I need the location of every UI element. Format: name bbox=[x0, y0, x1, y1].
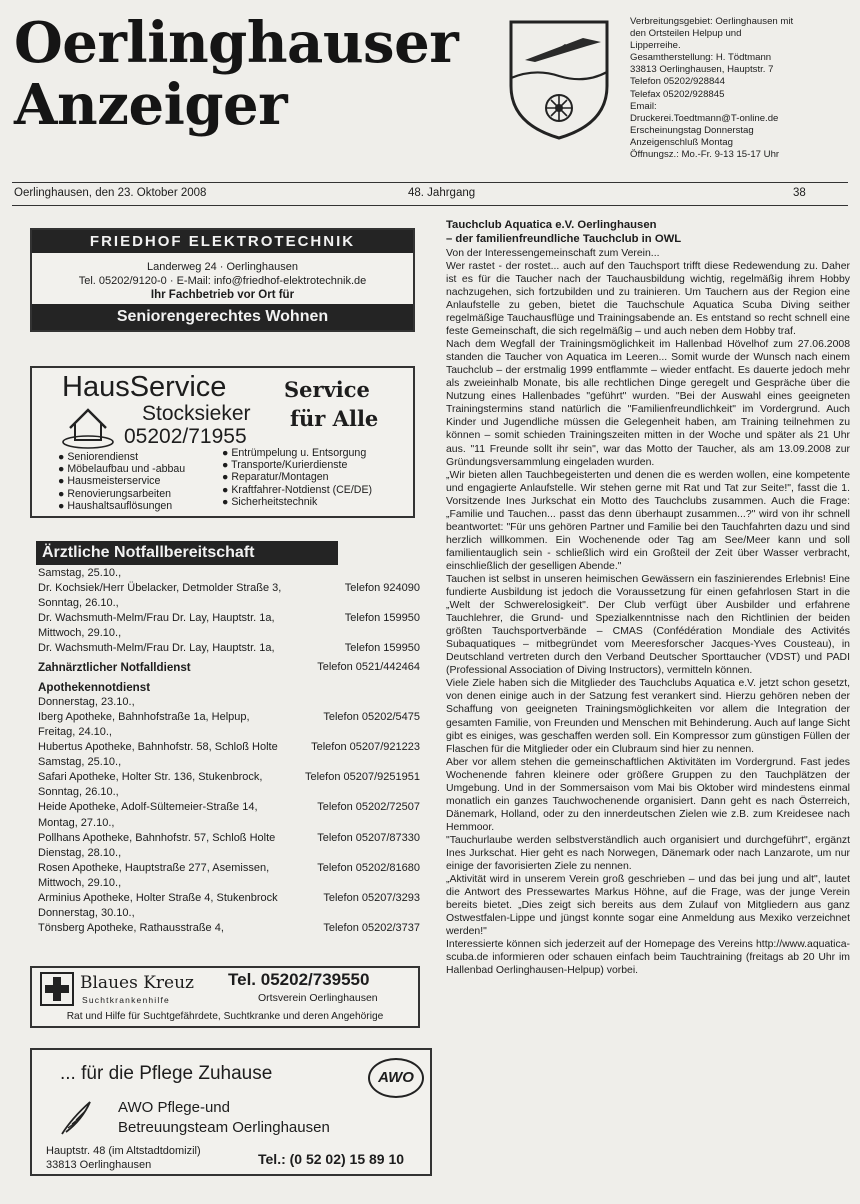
pharmacy-row: Pollhans Apotheke, Bahnhofstr. 57, Schloß Holte Telefon 05207/87330 bbox=[38, 831, 420, 844]
doctor-day: Sonntag, 26.10., bbox=[38, 597, 119, 610]
pharmacy-row: Arminius Apotheke, Holter Straße 4, Stukenbrock Telefon 05207/3293 bbox=[38, 891, 420, 904]
notfall-list bbox=[38, 566, 422, 936]
feather-icon bbox=[58, 1098, 94, 1138]
article-paragraph: Tauchen ist selbst in unseren heimischen Gewässern ein faszinierendes Erlebnis! Eine fundierte Ausbildung ist jedoch die Voraussetzung für einen gefahrlosen Start in die „Welt der Schwerelosigkeit". Der Club verfügt über Ausbilder und erfahrene Tauchlehrer, die Grund- und Spezialkenntnisse nach den Richtlinien der beiden größten Tauchsportverbände – CMAS (Confédération Mondiale des Activités Subaquatiques – mitbegründet vom Meeresforscher Jacques-Yves Cousteau), in Deutschland vertreten durch den Verband Deutscher Sporttaucher (VDST) und PADI (Professional Association of Diving Instructors), vermitteln können. bbox=[446, 573, 850, 677]
pharmacy-day: Samstag, 25.10., bbox=[38, 756, 122, 769]
pharmacy-row: Rosen Apotheke, Hauptstraße 277, Asemissen, Telefon 05202/81680 bbox=[38, 861, 420, 874]
service-item: ● Transporte/Kurierdienste bbox=[222, 459, 348, 472]
imprint-box bbox=[630, 16, 855, 161]
imprint-line: Druckerei.Toedtmann@T-online.de bbox=[630, 112, 779, 124]
ad-blaues-kreuz-brand bbox=[80, 973, 194, 993]
ad-blaues-kreuz-local: Ortsverein Oerlinghausen bbox=[258, 992, 378, 1004]
ad-awo-headline: ... für die Pflege Zuhause bbox=[60, 1063, 273, 1084]
pharmacy-day: Sonntag, 26.10., bbox=[38, 786, 119, 799]
pharmacy-day: Mittwoch, 29.10., bbox=[38, 876, 122, 889]
pharmacy-row: Iberg Apotheke, Bahnhofstraße 1a, Helpup, Telefon 05202/5475 bbox=[38, 710, 420, 723]
ad-blaues-kreuz-sub: Suchtkrankenhilfe bbox=[82, 995, 170, 1005]
pharmacy-day: Donnerstag, 30.10., bbox=[38, 907, 135, 920]
imprint-line: den Ortsteilen Helpup und bbox=[630, 28, 742, 40]
doctor-row: Dr. Wachsmuth-Melm/Frau Dr. Lay, Hauptstr. 1a, Telefon 159950 bbox=[38, 642, 420, 655]
newspaper-title bbox=[14, 12, 494, 136]
dental-row: Zahnärztlicher Notfalldienst Telefon 0521/442464 bbox=[38, 660, 420, 674]
ad-hausservice-slogan-1: Service bbox=[284, 377, 370, 402]
cross-icon bbox=[40, 972, 74, 1006]
article-paragraph: "Tauchurlaube werden selbstverständlich auch organisiert und durchgeführt", ergänzt Ines Jurkschat. Hier geht es nach Norwegen, Dänemark oder nach Lanzarote, um nur einige der favorisierten Ziele zu nennen. bbox=[446, 834, 850, 873]
doctor-day: Mittwoch, 29.10., bbox=[38, 627, 122, 640]
ad-awo-address-2: 33813 Oerlinghausen bbox=[46, 1159, 152, 1171]
imprint-line: Telefax 05202/928845 bbox=[630, 88, 725, 100]
notfall-title: Ärztliche Notfallbereitschaft bbox=[36, 541, 338, 565]
ad-hausservice bbox=[30, 366, 415, 518]
ad-awo-team-1: AWO Pflege-und bbox=[118, 1099, 230, 1116]
title-line-2: Anzeiger bbox=[14, 72, 288, 138]
pharmacy-row: Heide Apotheke, Adolf-Sültemeier-Straße 14, Telefon 05202/72507 bbox=[38, 801, 420, 814]
imprint-line: Gesamtherstellung: H. Tödtmann bbox=[630, 52, 772, 64]
ad-hausservice-owner: Stocksieker bbox=[142, 402, 251, 425]
brand-word: Blaues bbox=[80, 973, 138, 993]
ad-awo bbox=[30, 1048, 432, 1176]
house-icon bbox=[60, 404, 116, 450]
pharmacy-row: Tönsberg Apotheke, Rathausstraße 4, Telefon 05202/3737 bbox=[38, 922, 420, 935]
coat-of-arms-icon bbox=[505, 16, 613, 142]
pharmacy-row: Hubertus Apotheke, Bahnhofstr. 58, Schloß Holte Telefon 05207/921223 bbox=[38, 741, 420, 754]
article-headline-2: – der familienfreundliche Tauchclub in OWL bbox=[446, 233, 682, 246]
awo-logo: AWO bbox=[368, 1058, 424, 1098]
pharmacy-day: Dienstag, 28.10., bbox=[38, 846, 122, 859]
pharmacy-day: Donnerstag, 23.10., bbox=[38, 695, 135, 708]
ad-friedhof-banner: Seniorengerechtes Wohnen bbox=[32, 304, 413, 330]
service-item: ● Reparatur/Montagen bbox=[222, 471, 329, 484]
imprint-line: Öffnungsz.: Mo.-Fr. 9-13 15-17 Uhr bbox=[630, 149, 780, 161]
dateline-volume: 48. Jahrgang bbox=[408, 187, 476, 199]
article-tauchclub bbox=[446, 218, 850, 977]
brand-word: Kreuz bbox=[143, 973, 195, 993]
page-number: 38 bbox=[793, 187, 806, 199]
header-rule-top bbox=[12, 182, 848, 183]
ad-hausservice-services-right bbox=[222, 447, 372, 508]
service-item: ● Kraftfahrer-Notdienst (CE/DE) bbox=[222, 483, 373, 496]
service-item: ● Sicherheitstechnik bbox=[222, 495, 318, 508]
imprint-line: Anzeigenschluß Montag bbox=[630, 136, 733, 148]
ad-friedhof-elektrotechnik bbox=[30, 228, 415, 332]
article-paragraph: Wer rastet - der rostet... auch auf den Tauchsport trifft diese Redewendung zu. Daher ist es für die Taucher nach der Tauchausbildung wichtig, regelmäßig ihrem Hobby nachzugehen, sich fortzubilden und zu trainieren. Um Tauchern aus der Region eine Anlaufstelle zu geben, bietet die Tauchschule Aquatica Scuba Diving seither regelmäßige Tauchausflüge und Trainingsabende an. Es entstand so recht schnell eine feste Gemeinschaft, die sich regelmäßig – und auch neben dem Hobby traf. bbox=[446, 260, 850, 338]
article-paragraph: Nach dem Wegfall der Trainingsmöglichkeit im Hallenbad Hövelhof zum 27.06.2008 standen die Taucher von Aquatica im Leeren... Somit wurde der Wunsch nach einem Tauchclub – der erstmalig 1999 entflammte – wieder entfacht. Es dauerte jedoch mehr als zweieinhalb Monate, bis alle rechtlichen Dinge geregelt und Gespräche über die Nutzung eines Hallenbades "geführt" wurden. "Bei der Auswahl eines geeigneten Trainingstermins stand natürlich die "Familienfreundlichkeit" im Vordergrund. Auch Kinder und Jugendliche müssen die Gelegenheit haben, am Training teilnehmen zu können – somit schieden Trainingszeiten mitten in der Woche und später als 21 Uhr aus. "11 Freunde sollt ihr sein", war das Motto der Taucher, als am 13.09.2008 zur Gründungsversammlung eingeladen wurden. bbox=[446, 339, 850, 468]
title-line-1: Oerlinghauser bbox=[14, 10, 459, 76]
service-item: ● Möbelaufbau und -abbau bbox=[58, 463, 186, 476]
pharmacy-row: Safari Apotheke, Holter Str. 136, Stukenbrock, Telefon 05207/9251951 bbox=[38, 771, 420, 784]
article-paragraph: „Wir bieten allen Tauchbegeisterten und denen die es werden wollen, eine kompetente und engagierte Anlaufstelle. Wir stehen gerne mit Rat und Tat zur Seite!", fasst die 1. Vorsitzende Ines Jurkschat ein Motto des Tauchclubs zusammen. Auch die Frage: „Familie und Tauchen... passt das denn überhaupt zusammen...?" wird von ihr schnell beantwortet: "Für uns gehören Partner und Familie bei den Tauchfahrten dazu und sind herzlich willkommen. Ein Wochenende oder Tag am See/Meer kann und soll familientauglich sein - schließlich wird ein Großteil der Zeit über Wasser verbracht, einschließlich der geselligen Abende." bbox=[446, 469, 850, 572]
ad-awo-address-1: Hauptstr. 48 (im Altstadtdomizil) bbox=[46, 1145, 201, 1157]
ad-blaues-kreuz bbox=[30, 966, 420, 1028]
ad-awo-team-2: Betreuungsteam Oerlinghausen bbox=[118, 1119, 330, 1136]
pharmacy-heading: Apothekennotdienst bbox=[38, 680, 151, 694]
service-item: ● Hausmeisterservice bbox=[58, 475, 161, 488]
ad-hausservice-phone: 05202/71955 bbox=[124, 425, 247, 448]
article-paragraph: Interessierte können sich jederzeit auf der Homepage des Vereins http://www.aquatica-scuba.de informieren oder schauen einfach beim Tauchtraining (freitags ab 20 Uhr im Hallenbad Oerlinghausen-Helpup) vorbei. bbox=[446, 939, 850, 977]
article-paragraph: „Aktivität wird in unserem Verein groß geschrieben – und das bei jung und alt", lautet die Antwort des Pressewartes Markus Höhne, auf die Frage, was der junge Verein bereits bietet. „Dies zeigt sich bereits aus dem Zulauf von Mitgliedern aus ganz Ostwestfalen-Lippe und jüngst konnte sogar eine Anmeldung aus Mexiko verzeichnet werden!" bbox=[446, 874, 850, 938]
imprint-line: Telefon 05202/928844 bbox=[630, 76, 725, 88]
ad-hausservice-services-left bbox=[58, 451, 185, 512]
ad-blaues-kreuz-phone: Tel. 05202/739550 bbox=[228, 970, 370, 989]
imprint-line: Email: bbox=[630, 100, 657, 112]
ad-awo-phone: Tel.: (0 52 02) 15 89 10 bbox=[258, 1151, 405, 1167]
imprint-line: Verbreitungsgebiet: Oerlinghausen mit bbox=[630, 16, 794, 27]
service-item: ● Haushaltsauflösungen bbox=[58, 499, 173, 512]
imprint-line: 33813 Oerlinghausen, Hauptstr. 7 bbox=[630, 64, 774, 76]
ad-blaues-kreuz-tagline: Rat und Hilfe für Suchtgefährdete, Suchtkranke und deren Angehörige bbox=[66, 1011, 384, 1022]
imprint-line: Erscheinungstag Donnerstag bbox=[630, 124, 754, 136]
ad-friedhof-contact: Tel. 05202/9120-0 · E-Mail: info@friedhof-elektrotechnik.de bbox=[78, 275, 367, 287]
service-item: ● Seniorendienst bbox=[58, 451, 139, 463]
service-item: ● Renovierungsarbeiten bbox=[58, 487, 171, 500]
article-headline-1: Tauchclub Aquatica e.V. Oerlinghausen bbox=[446, 219, 657, 231]
doctor-day: Samstag, 25.10., bbox=[38, 567, 122, 579]
doctor-row: Dr. Kochsiek/Herr Übelacker, Detmolder Straße 3, Telefon 924090 bbox=[38, 582, 420, 595]
service-item: ● Entrümpelung u. Entsorgung bbox=[222, 447, 367, 459]
imprint-line: Lipperreihe. bbox=[630, 40, 681, 52]
ad-hausservice-brand: HausService bbox=[62, 371, 227, 403]
ad-friedhof-name: FRIEDHOF ELEKTROTECHNIK bbox=[32, 230, 413, 253]
article-paragraph: Viele Ziele haben sich die Mitglieder des Tauchclubs Aquatica e.V. jetzt schon gesetzt, von denen einige auch in der Satzung fest verankert sind. Hierzu gehören neben der Schaffung von geeigneten Trainingsmöglichkeiten vor allem die Integration der gesamten Familie, von Freunden und Menschen mit Behinderung. Auch auf lange Sicht gibt es einiges, was geschaffen werden soll. Ein Kompressor zum günstigen Füllen der Flaschen für die Mitglieder oder ein Clubraum sind hier zu nennen. bbox=[446, 678, 850, 755]
ad-hausservice-slogan-2: für Alle bbox=[290, 406, 379, 431]
pharmacy-day: Montag, 27.10., bbox=[38, 816, 115, 829]
ad-friedhof-tagline: Ihr Fachbetrieb vor Ort für bbox=[150, 289, 295, 301]
ad-friedhof-address: Landerweg 24 · Oerlinghausen bbox=[146, 261, 299, 273]
doctor-row: Dr. Wachsmuth-Melm/Frau Dr. Lay, Hauptstr. 1a, Telefon 159950 bbox=[38, 612, 420, 625]
dateline-place-date: Oerlinghausen, den 23. Oktober 2008 bbox=[14, 187, 207, 199]
header-rule-bottom bbox=[12, 205, 848, 206]
article-paragraph: Von der Interessengemeinschaft zum Verein... bbox=[446, 247, 660, 259]
article-paragraph: Aber vor allem stehen die gemeinschaftlichen Aktivitäten im Vordergrund. Fast jedes Wochenende fahren kleinere oder größere Gruppen zu den Tauchplätzen der Umgebung. Und in der Sommersaison vom Mai bis Oktober wird mindestens einmal monatlich ein ganzes Tauchwochenende organisiert. Dann geht es nach Österreich, Dänemark, Holland, oder zu den innerdeutschen Zielen wie z.B. zum Kreidesee nach Hemmoor. bbox=[446, 756, 850, 833]
pharmacy-day: Freitag, 24.10., bbox=[38, 725, 112, 738]
